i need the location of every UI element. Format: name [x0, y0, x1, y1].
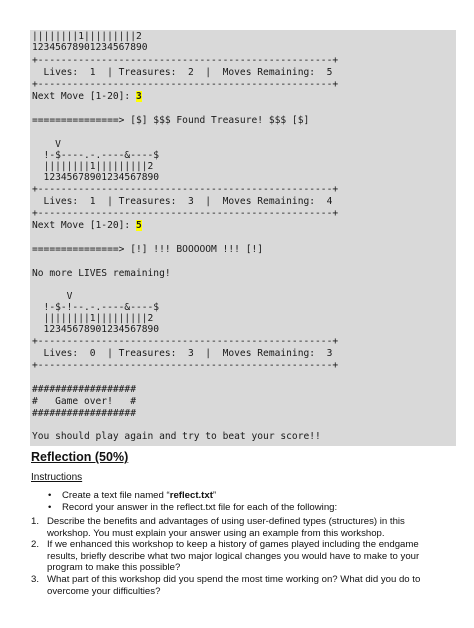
question-number: 1.	[31, 516, 40, 527]
ruler-marks-line: ||||||||1|||||||||2	[32, 31, 142, 42]
question-item	[31, 516, 451, 539]
status-border-bottom: +---------------------------------------------------+	[32, 360, 339, 371]
game-over-border-top: ##################	[32, 384, 136, 395]
bullet-dot-icon: •	[48, 490, 52, 501]
next-move-prompt	[32, 221, 142, 232]
status-border-top: +---------------------------------------------------+	[32, 184, 339, 195]
bullet-text: Record your answer in the reflect.txt file for each of the following:	[62, 502, 338, 513]
ruler-digits-line: 12345678901234567890	[32, 324, 160, 335]
question-list	[31, 516, 451, 597]
status-line: Lives: 0 | Treasures: 3 | Moves Remaining: 3	[32, 348, 333, 359]
prompt-text: Next Move [1-20]:	[32, 91, 136, 102]
status-border-bottom: +---------------------------------------------------+	[32, 79, 339, 90]
game-over-border-bottom: ##################	[32, 408, 136, 419]
status-line: Lives: 1 | Treasures: 2 | Moves Remaining: 5	[32, 67, 333, 78]
status-border-bottom: +---------------------------------------------------+	[32, 208, 339, 219]
bullet-item	[48, 502, 458, 514]
instructions-label: Instructions	[31, 472, 83, 483]
status-border-top: +---------------------------------------------------+	[32, 336, 339, 347]
bullet-text-post: ”	[212, 490, 217, 501]
game-over-text: # Game over! #	[32, 396, 136, 407]
bullet-dot-icon: •	[48, 502, 52, 513]
bullet-filename: reflect.txt	[169, 490, 213, 501]
instruction-bullets	[48, 490, 458, 514]
console-output	[30, 30, 456, 446]
ruler-digits-line: 12345678901234567890	[32, 42, 148, 53]
bullet-text-pre: Create a text file named “	[62, 490, 170, 501]
play-again-line: You should play again and try to beat your score!!	[32, 431, 321, 442]
question-text: What part of this workshop did you spend the most time working on? What did you do to overcome your difficulties?	[47, 573, 421, 597]
question-text: If we enhanced this workshop to keep a history of games played including the endgame results, briefly describe what two major logical changes you would have to make to your program to make this possible?	[47, 539, 420, 574]
bullet-item	[48, 490, 458, 502]
question-item	[31, 539, 451, 574]
status-border-top: +---------------------------------------------------+	[32, 55, 339, 66]
question-item	[31, 574, 451, 597]
status-line: Lives: 1 | Treasures: 3 | Moves Remaining: 4	[32, 196, 333, 207]
question-number: 2.	[31, 539, 40, 551]
question-number: 3.	[31, 573, 40, 585]
board-line: !-$----.-.----&----$	[32, 150, 160, 161]
event-line: ===============> [$] $$$ Found Treasure! $$$ [$]	[32, 115, 310, 126]
question-text: Describe the benefits and advantages of using user-defined types (structures) in this workshop. You must explain your answer using an example from this workshop.	[47, 516, 405, 539]
ruler-marks-line: ||||||||1|||||||||2	[32, 161, 154, 172]
move-input-value: 3	[135, 91, 142, 102]
cursor-line: V	[32, 291, 73, 302]
ruler-digits-line: 12345678901234567890	[32, 172, 160, 183]
reflection-heading: Reflection (50%)	[31, 450, 129, 464]
no-lives-line: No more LIVES remaining!	[32, 268, 171, 279]
prompt-text: Next Move [1-20]:	[32, 220, 136, 231]
next-move-prompt	[32, 92, 142, 103]
cursor-line: V	[32, 139, 61, 150]
event-line: ===============> [!] !!! BOOOOOM !!! [!]	[32, 244, 264, 255]
ruler-marks-line: ||||||||1|||||||||2	[32, 313, 154, 324]
board-line: !-$-!--.-.----&----$	[32, 302, 160, 313]
move-input-value: 5	[135, 220, 142, 231]
